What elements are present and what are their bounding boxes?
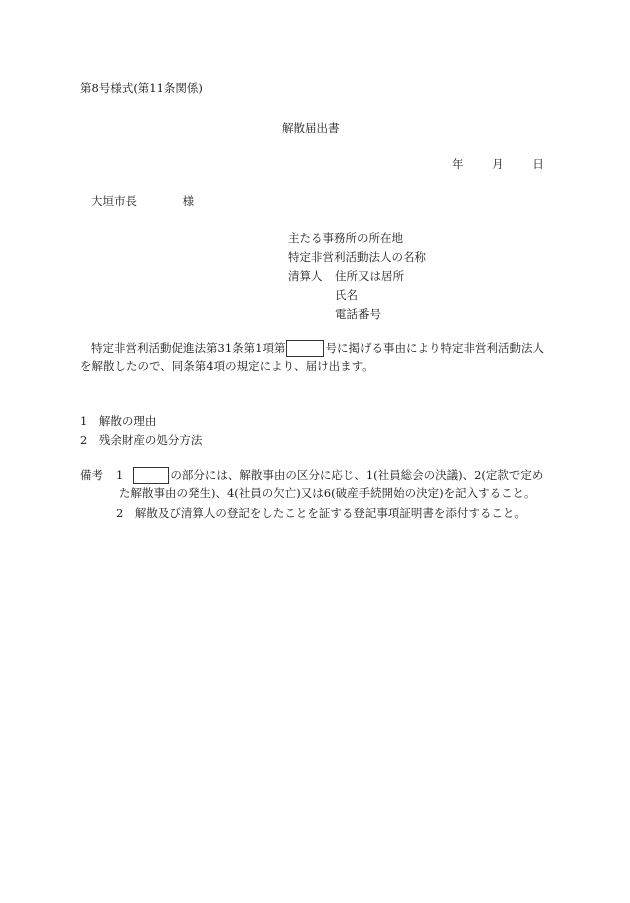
name-label: 氏名 [335, 288, 358, 302]
liquidator-label: 清算人 [288, 269, 323, 283]
item-residual-property: 2 残余財産の処分方法 [80, 433, 203, 447]
month-label: 月 [492, 157, 504, 171]
note-1-line-1 [116, 467, 543, 485]
note-1-text-a: の部分には、解散事由の区分に応じ、1(社員総会の決議)、2(定款で定め [170, 468, 544, 482]
note-1-number: 1 [116, 468, 124, 482]
addressee-name: 大垣市長 [91, 194, 137, 208]
page-title: 解散届出書 [282, 121, 340, 135]
note-2: 2 解散及び清算人の登記をしたことを証する登記事項証明書を添付すること。 [116, 506, 526, 520]
addressee [91, 193, 194, 209]
office-location-label: 主たる事務所の所在地 [288, 231, 403, 245]
body-text-part1: 特定非営利活動促進法第31条第1項第 [91, 341, 286, 355]
body-line-2: を解散したので、同条第4項の規定により、届け出ます。 [80, 359, 374, 373]
year-label: 年 [452, 157, 464, 171]
note-1-line-2: た解散事由の発生)、4(社員の欠亡)又は6(破産手続開始の決定)を記入すること。 [119, 486, 536, 500]
form-number: 第8号様式(第11条関係) [80, 81, 203, 95]
note-sample-box [133, 467, 169, 484]
body-text-part2: 号に掲げる事由により特定非営利活動法人 [325, 341, 544, 355]
item-dissolution-reason: 1 解散の理由 [80, 414, 157, 428]
phone-label: 電話番号 [335, 307, 381, 321]
notes-label: 備考 [80, 468, 103, 482]
addressee-honorific: 様 [182, 194, 195, 208]
corp-name-label: 特定非営利活動法人の名称 [288, 250, 426, 264]
address-label: 住所又は居所 [335, 269, 404, 283]
date-line [452, 156, 544, 172]
day-label: 日 [532, 157, 544, 171]
item-number-box[interactable] [286, 340, 324, 357]
body-line-1 [91, 340, 544, 358]
